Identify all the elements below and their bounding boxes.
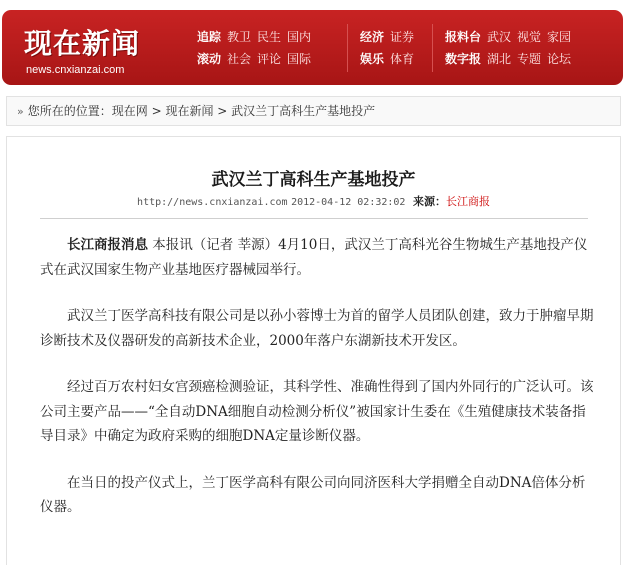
lead-source: 长江商报消息 xyxy=(67,237,148,253)
nav-link[interactable]: 专题 xyxy=(517,52,542,66)
nav-link[interactable]: 湖北 xyxy=(487,52,512,66)
double-chevron-right-icon: » xyxy=(17,105,24,118)
source-label: 来源： xyxy=(412,195,446,208)
nav-category[interactable]: 报料台 xyxy=(445,30,482,44)
article-title: 武汉兰丁高科生产基地投产 xyxy=(211,170,416,190)
nav-category[interactable]: 经济 xyxy=(360,30,385,44)
nav-row xyxy=(360,48,420,70)
article-body xyxy=(40,233,596,542)
nav-row xyxy=(360,26,420,48)
nav-link[interactable]: 民生 xyxy=(257,30,282,44)
nav-link[interactable]: 教卫 xyxy=(227,30,252,44)
breadcrumb-current: 武汉兰丁高科生产基地投产 xyxy=(231,104,376,118)
logo-wordmark: 现在新闻 xyxy=(24,27,141,60)
logo-url: news.cnxianzai.com xyxy=(26,64,125,76)
paragraph: 经过百万农村妇女宫颈癌检测验证，其科学性、准确性得到了国内外同行的广泛认可。该公司主要产品——“全自动DNA细胞自动检测分析仪”被国家计生委在《生殖健康技术装备指导目录》中确定为政府采购的细胞DNA定量诊断仪器。 xyxy=(40,379,594,444)
paragraph: 武汉兰丁医学高科技有限公司是以孙小蓉博士为首的留学人员团队创建，致力于肿瘤早期诊断技术及仪器研发的高新技术企业，2000年落户东湖新技术开发区。 xyxy=(40,308,594,349)
site-logo[interactable] xyxy=(10,18,180,78)
nav-row xyxy=(445,48,577,70)
nav-link[interactable]: 评论 xyxy=(257,52,282,66)
nav-link[interactable]: 论坛 xyxy=(547,52,572,66)
nav-category[interactable]: 追踪 xyxy=(197,30,222,44)
nav-row xyxy=(445,26,577,48)
nav-link[interactable]: 武汉 xyxy=(487,30,512,44)
paragraph: 在当日的投产仪式上，兰丁医学高科有限公司向同济医科大学捐赠全自动DNA倍体分析仪器。 xyxy=(40,474,586,515)
title-divider xyxy=(40,218,588,219)
nav-link[interactable]: 国内 xyxy=(287,30,312,44)
nav-group-3 xyxy=(445,26,577,70)
breadcrumb-prefix: 您所在的位置： xyxy=(27,104,112,118)
nav-category[interactable]: 数字报 xyxy=(445,52,482,66)
site-header xyxy=(2,10,623,85)
nav-divider xyxy=(432,24,433,72)
nav-row xyxy=(197,26,317,48)
nav-link[interactable]: 证券 xyxy=(390,30,415,44)
paragraph: 长江商报消息 本报讯（记者 莘源）4月10日，武汉兰丁高科光谷生物城生产基地投产仪式在武汉国家生物产业基地医疗器械园举行。 xyxy=(40,237,588,278)
nav-group-2 xyxy=(360,26,420,70)
source-link[interactable]: 长江商报 xyxy=(445,195,490,208)
nav-category[interactable]: 娱乐 xyxy=(360,52,385,66)
nav-row xyxy=(197,48,317,70)
article-url[interactable]: http://news.cnxianzai.com xyxy=(137,197,288,208)
nav-group-1 xyxy=(197,26,317,70)
nav-link[interactable]: 视觉 xyxy=(517,30,542,44)
article-meta xyxy=(7,193,620,209)
nav-link[interactable]: 体育 xyxy=(390,52,415,66)
nav-link[interactable]: 社会 xyxy=(227,52,252,66)
nav-link[interactable]: 国际 xyxy=(287,52,312,66)
breadcrumb xyxy=(6,96,621,126)
breadcrumb-link[interactable]: 现在新闻 xyxy=(165,104,214,118)
breadcrumb-separator: > xyxy=(213,104,232,118)
nav-divider xyxy=(347,24,348,72)
article-datetime: 2012-04-12 02:32:02 xyxy=(291,197,406,208)
article xyxy=(6,136,621,565)
nav-link[interactable]: 家园 xyxy=(547,30,572,44)
breadcrumb-link[interactable]: 现在网 xyxy=(111,104,148,118)
nav-category[interactable]: 滚动 xyxy=(197,52,222,66)
breadcrumb-separator: > xyxy=(147,104,166,118)
